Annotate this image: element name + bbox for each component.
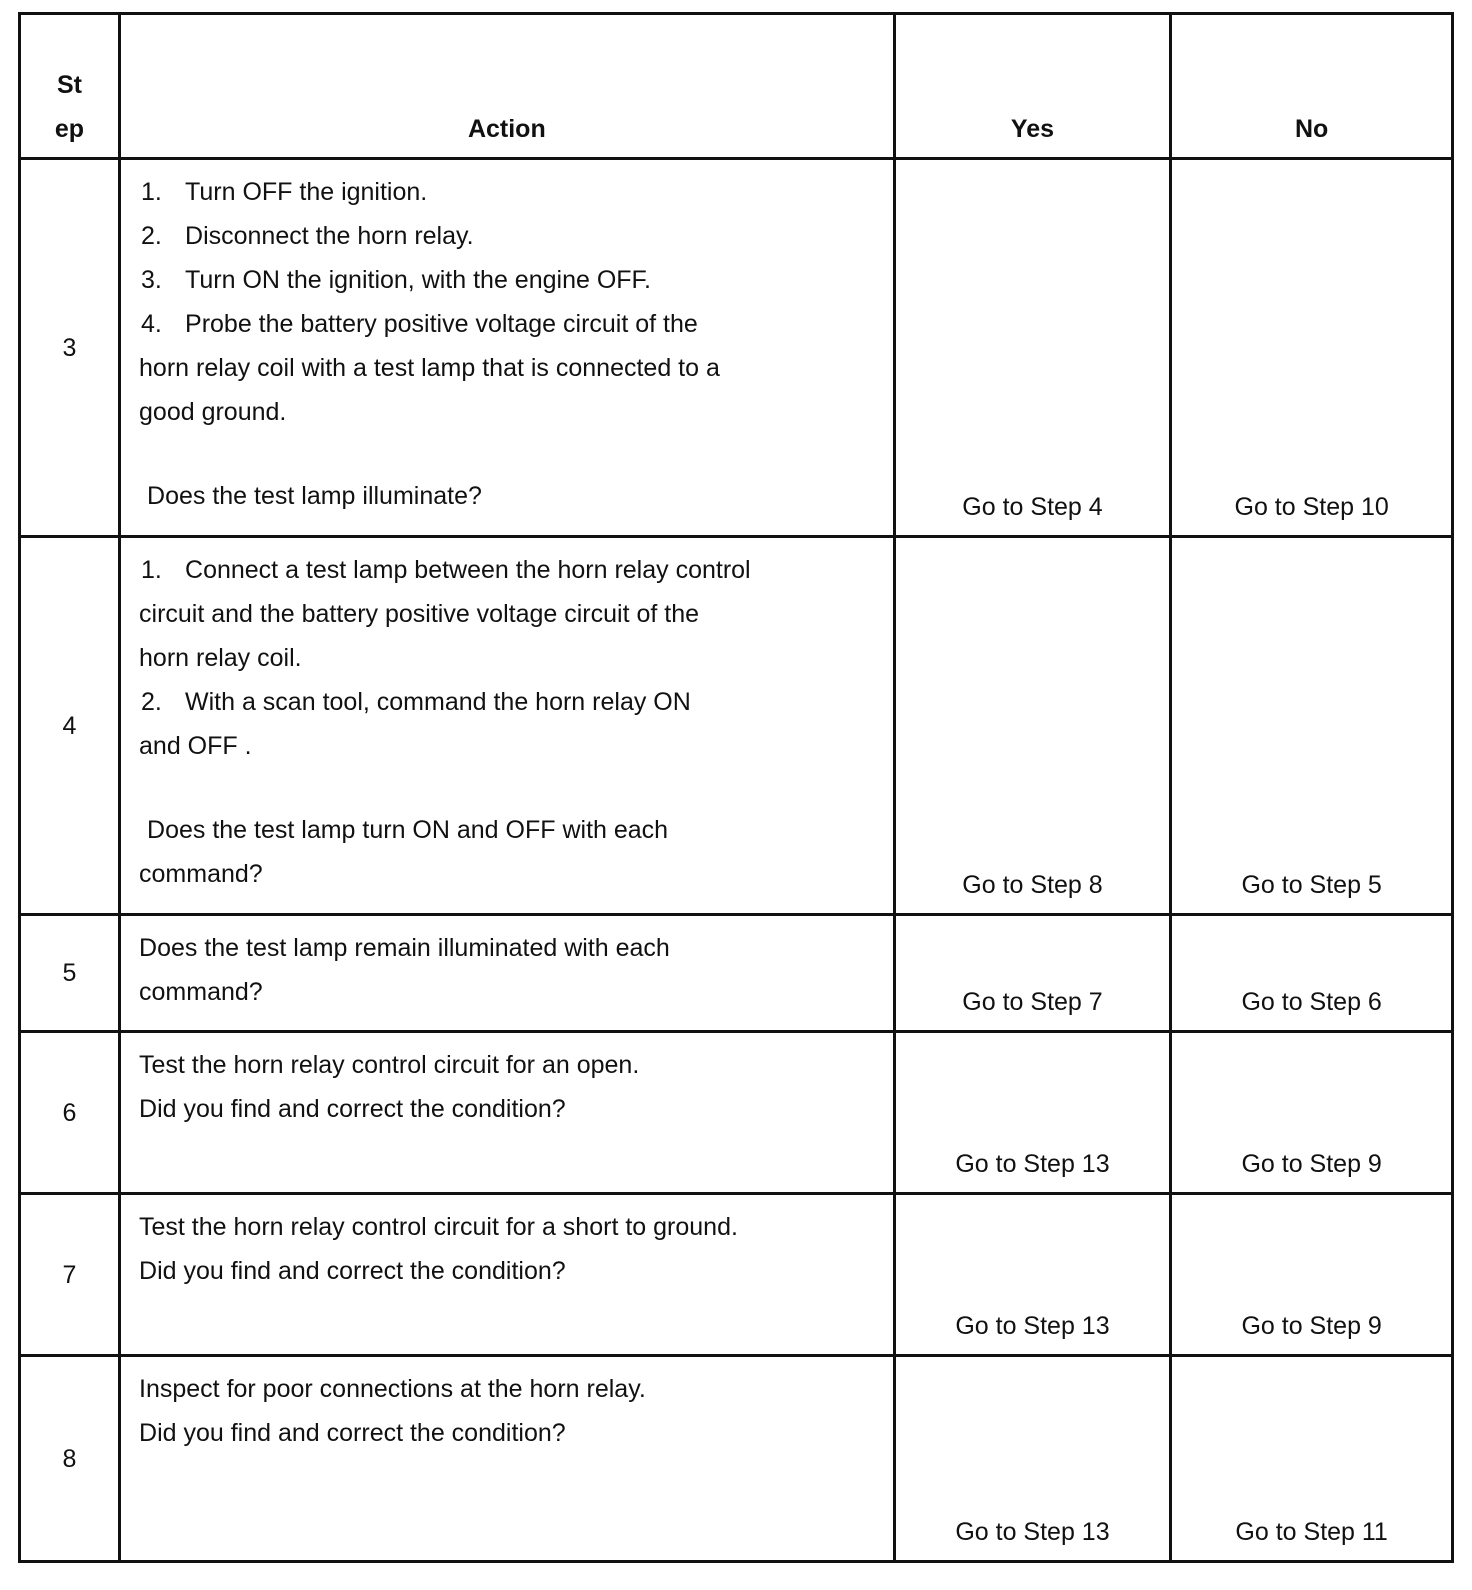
- action-question: Does the test lamp turn ON and OFF with each: [147, 816, 669, 844]
- action-line: 4. Probe the battery positive voltage circuit of the: [141, 310, 698, 338]
- step-number: 4: [20, 537, 120, 915]
- table-row: [20, 159, 1453, 537]
- action-line: Test the horn relay control circuit for a short to ground.: [139, 1213, 738, 1241]
- no-cell: Go to Step 9: [1171, 1194, 1453, 1356]
- action-cell: [120, 1194, 895, 1356]
- header-row: [20, 14, 1453, 159]
- step-number: 5: [20, 915, 120, 1032]
- step-number: 7: [20, 1194, 120, 1356]
- header-step-line1: St: [57, 71, 82, 99]
- action-line: horn relay coil.: [139, 644, 302, 672]
- action-line: circuit and the battery positive voltage circuit of the: [139, 600, 700, 628]
- no-cell: Go to Step 9: [1171, 1032, 1453, 1194]
- action-line: good ground.: [139, 398, 287, 426]
- yes-cell: Go to Step 13: [894, 1032, 1171, 1194]
- table-row: [20, 1032, 1453, 1194]
- step-number: 6: [20, 1032, 120, 1194]
- action-line: 2. Disconnect the horn relay.: [141, 222, 474, 250]
- yes-cell: Go to Step 4: [894, 159, 1171, 537]
- diagnostic-table: [18, 12, 1454, 1563]
- table-row: [20, 1356, 1453, 1562]
- table-row: [20, 1194, 1453, 1356]
- action-cell: [120, 159, 895, 537]
- no-cell: Go to Step 5: [1171, 537, 1453, 915]
- action-line: 3. Turn ON the ignition, with the engine OFF.: [141, 266, 651, 294]
- header-action: Action: [120, 14, 895, 159]
- header-no: No: [1171, 14, 1453, 159]
- step-number: 8: [20, 1356, 120, 1562]
- action-cell: [120, 537, 895, 915]
- yes-cell: Go to Step 8: [894, 537, 1171, 915]
- action-line: 2. With a scan tool, command the horn relay ON: [141, 688, 691, 716]
- yes-cell: Go to Step 13: [894, 1356, 1171, 1562]
- action-line: Did you find and correct the condition?: [139, 1095, 566, 1123]
- table-row: [20, 537, 1453, 915]
- action-line: command?: [139, 978, 263, 1006]
- header-yes: Yes: [894, 14, 1171, 159]
- no-cell: Go to Step 11: [1171, 1356, 1453, 1562]
- table-row: [20, 915, 1453, 1032]
- action-line: 1. Connect a test lamp between the horn relay control: [141, 556, 751, 584]
- action-line: Did you find and correct the condition?: [139, 1419, 566, 1447]
- yes-cell: Go to Step 7: [894, 915, 1171, 1032]
- action-line: 1. Turn OFF the ignition.: [141, 178, 428, 206]
- action-line: Inspect for poor connections at the horn relay.: [139, 1375, 646, 1403]
- yes-cell: Go to Step 13: [894, 1194, 1171, 1356]
- action-cell: [120, 915, 895, 1032]
- action-question: Does the test lamp illuminate?: [147, 482, 482, 510]
- action-line: and OFF .: [139, 732, 252, 760]
- action-line: Test the horn relay control circuit for an open.: [139, 1051, 640, 1079]
- action-cell: [120, 1356, 895, 1562]
- action-line: Did you find and correct the condition?: [139, 1257, 566, 1285]
- action-line: Does the test lamp remain illuminated with each: [139, 934, 670, 962]
- header-step-line2: ep: [54, 115, 85, 143]
- action-cell: [120, 1032, 895, 1194]
- no-cell: Go to Step 6: [1171, 915, 1453, 1032]
- no-cell: Go to Step 10: [1171, 159, 1453, 537]
- header-step: [20, 14, 120, 159]
- action-line: horn relay coil with a test lamp that is connected to a: [139, 354, 720, 382]
- step-number: 3: [20, 159, 120, 537]
- action-question: command?: [139, 860, 263, 888]
